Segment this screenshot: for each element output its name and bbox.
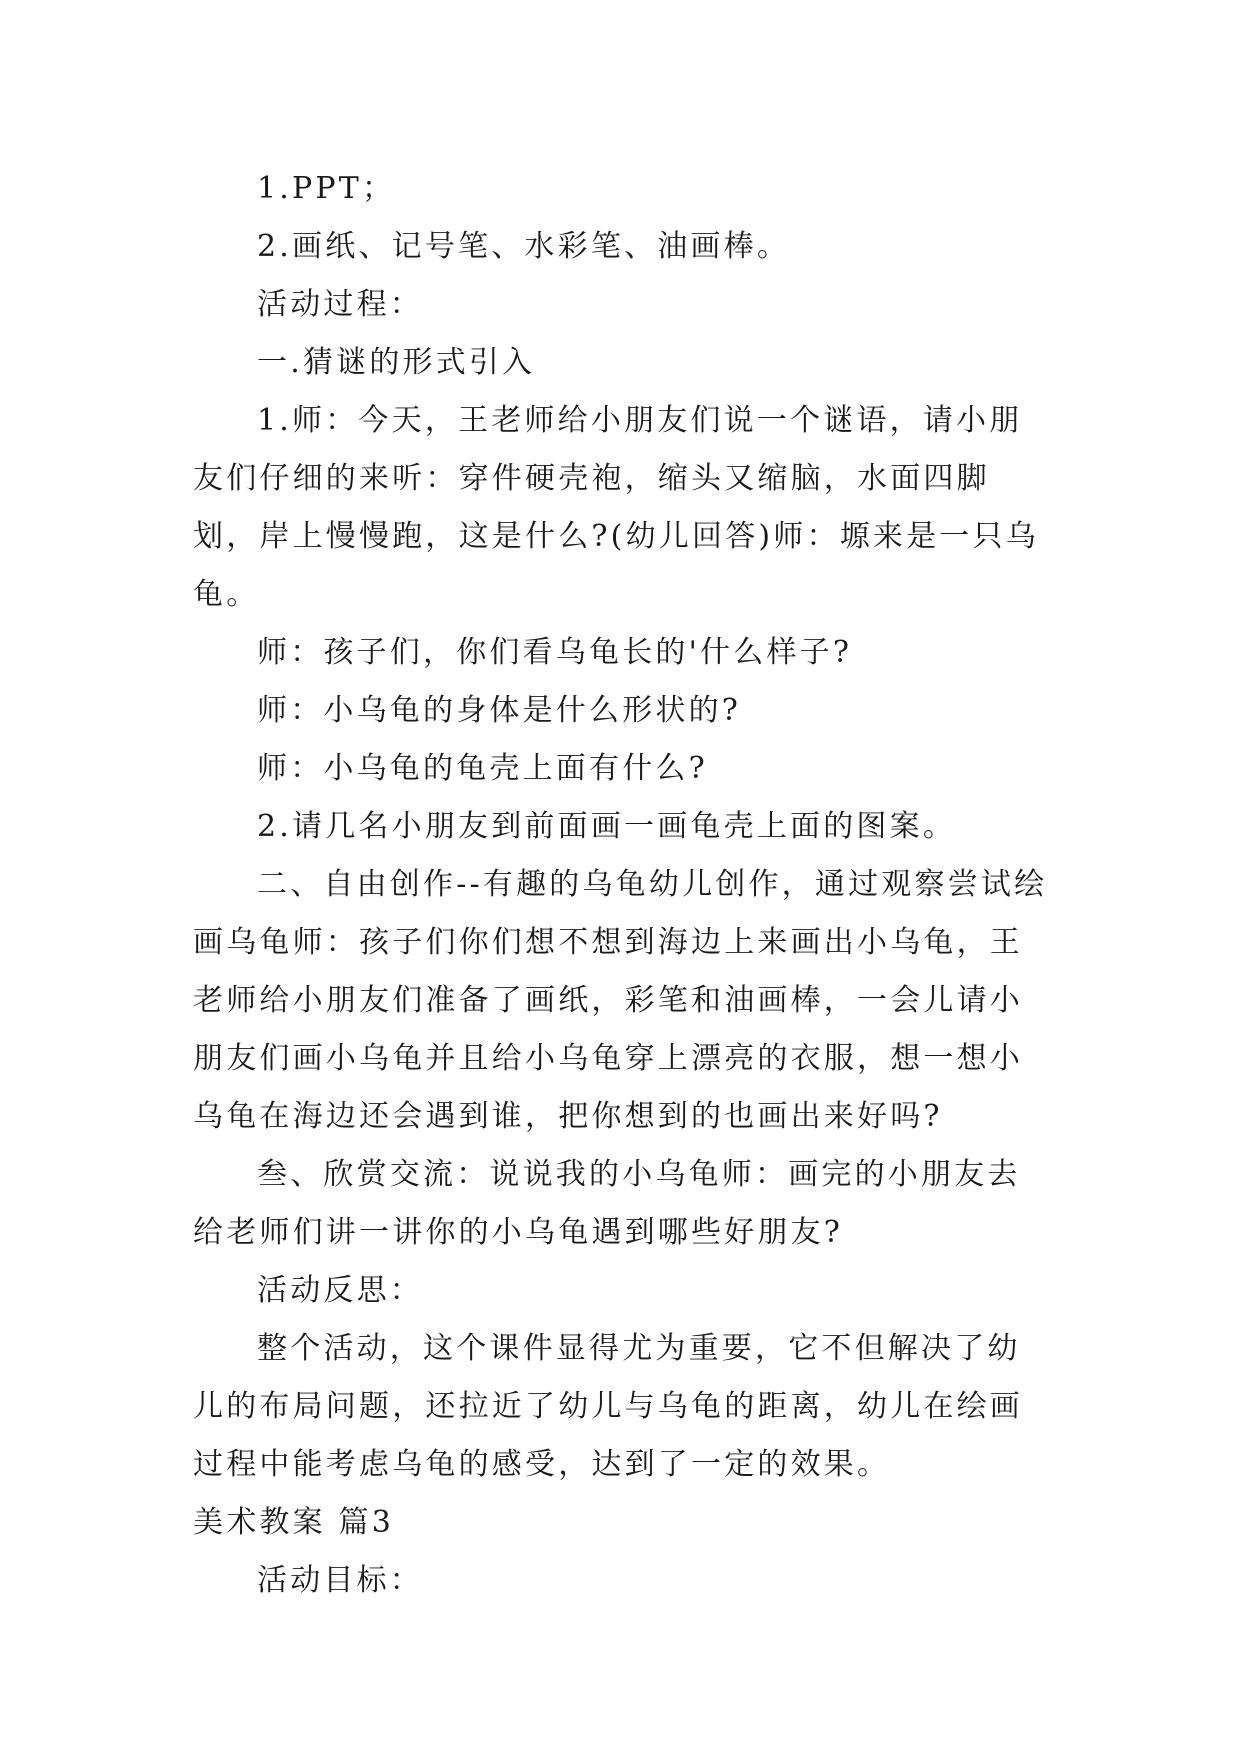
paragraph-section-1-heading: 一.猜谜的形式引入 bbox=[257, 345, 536, 380]
paragraph-riddle: 1.师：今天，王老师给小朋友们说一个谜语，请小朋友们仔细的来听：穿件硬壳袍，缩头又缩脑，水面四脚划，岸上慢慢跑，这是什么?(幼儿回答)师：塬来是一只乌龟。 bbox=[193, 403, 1039, 612]
paragraph-question-3: 师：小乌龟的龟壳上面有什么? bbox=[257, 751, 708, 786]
paragraph-question-2: 师：小乌龟的身体是什么形状的? bbox=[257, 693, 742, 728]
paragraph-goals-heading: 活动目标： bbox=[257, 1563, 423, 1598]
paragraph-materials-2: 2.画纸、记号笔、水彩笔、油画棒。 bbox=[257, 229, 791, 264]
paragraph-reflection-body: 整个活动，这个课件显得尤为重要，它不但解决了幼儿的布局问题，还拉近了幼儿与乌龟的距离，幼儿在绘画过程中能考虑乌龟的感受，达到了一定的效果。 bbox=[193, 1331, 1023, 1482]
paragraph-free-creation: 二、自由创作--有趣的乌龟幼儿创作，通过观察尝试绘画乌龟师：孩子们你们想不想到海边上来画出小乌龟，王老师给小朋友们准备了画纸，彩笔和油画棒，一会儿请小朋友们画小乌龟并且给小乌龟穿上漂亮的衣服，想一想小乌龟在海边还会遇到谁，把你想到的也画出来好吗? bbox=[193, 867, 1048, 1134]
paragraph-draw-pattern: 2.请几名小朋友到前面画一画龟壳上面的图案。 bbox=[257, 809, 957, 844]
section-title-lesson-3: 美术教案 篇3 bbox=[193, 1505, 395, 1540]
document-page bbox=[193, 160, 1053, 1610]
paragraph-materials-1: 1.PPT； bbox=[257, 171, 396, 206]
paragraph-appreciation: 叁、欣赏交流：说说我的小乌龟师：画完的小朋友去给老师们讲一讲你的小乌龟遇到哪些好朋友? bbox=[193, 1157, 1021, 1250]
paragraph-question-1: 师：孩子们，你们看乌龟长的'什么样子? bbox=[257, 635, 853, 670]
paragraph-process-heading: 活动过程： bbox=[257, 287, 423, 322]
paragraph-reflection-heading: 活动反思： bbox=[257, 1273, 423, 1308]
